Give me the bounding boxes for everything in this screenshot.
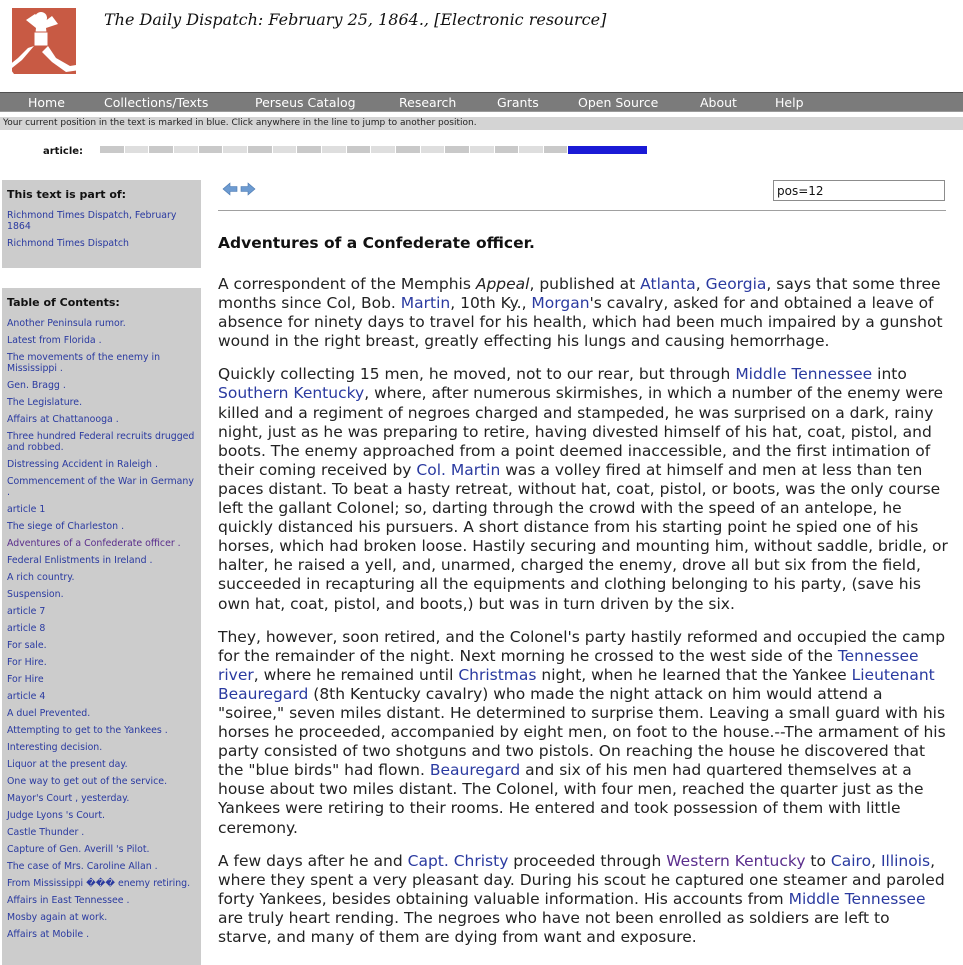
text-run: proceeded through (508, 851, 667, 870)
nav-arrows (222, 181, 256, 197)
toc-list (7, 318, 196, 940)
nav-perseus-catalog[interactable]: Perseus Catalog (255, 95, 356, 110)
entity-link[interactable]: Middle Tennessee (735, 365, 873, 384)
position-segment[interactable] (421, 146, 445, 153)
nav-collections-texts[interactable]: Collections/Texts (104, 95, 209, 110)
text-run: and six of his men had quartered themselves at a house about two miles distant. The Colonel, with four men, reached the quarter just as the Yankees were retiring to their rooms. He entered and took possession of them with little ceremony. (218, 761, 924, 837)
text-run: , (695, 275, 706, 293)
toc-item[interactable]: A rich country. (7, 572, 75, 583)
next-arrow-icon[interactable] (240, 181, 256, 197)
article-paragraph (218, 852, 948, 947)
position-segment[interactable] (470, 146, 494, 153)
position-segment[interactable] (396, 146, 420, 153)
toc-item[interactable]: Judge Lyons 's Court. (7, 810, 105, 821)
position-input[interactable] (773, 180, 945, 201)
toc-item[interactable]: Capture of Gen. Averill 's Pilot. (7, 844, 150, 855)
previous-arrow-icon[interactable] (222, 181, 238, 197)
text-run: , where, after numerous skirmishes, in which a number of the enemy were killed and a regiment of negroes charged and stampeded, he was surprised on a dark, rainy night, just as he was preparing to retire, having divested himself of his hat, coat, pistol, and boots. The enemy approached from a point deemed inaccessible, and the first intimation of their coming received by (218, 384, 944, 479)
entity-link[interactable]: Southern Kentucky (218, 384, 365, 403)
text-run: 's cavalry, asked for and obtained a leave of absence for ninety days to travel for his health, which had been much impaired by a gunshot wound in the right breast, greatly effecting his lungs and causing hemorrhage. (218, 294, 943, 351)
text-run: (8th Kentucky cavalry) who made the night attack on him would attend a "soiree," seven miles distant. He determined to surprise them. Leaving a small guard with his horses he proceeded, accompanied by eight men, on foot to the house.--The armament of his party consisted of two shotguns and two pistols. On reaching the house he discovered that the "blue birds" had flown. (218, 684, 946, 780)
position-segment[interactable] (495, 146, 519, 153)
entity-link[interactable]: Cairo (830, 851, 872, 870)
text-run: , where he remained until (253, 665, 459, 684)
nav-home[interactable]: Home (28, 95, 65, 110)
text-run: are truly heart rending. The negroes who have not been enrolled as soldiers are left to starve, and many of them are dying from want and exposure. (218, 908, 890, 946)
entity-link[interactable]: Capt. Christy (407, 851, 509, 870)
toc-item[interactable]: The siege of Charleston . (7, 521, 125, 532)
toc-item[interactable]: Gen. Bragg . (7, 380, 66, 391)
main-nav (0, 92, 963, 112)
position-segment[interactable] (322, 146, 346, 153)
nav-grants[interactable]: Grants (497, 95, 539, 110)
table-of-contents (2, 288, 201, 965)
toc-item[interactable]: For sale. (7, 640, 47, 651)
entity-link[interactable]: Georgia (705, 275, 767, 293)
toc-item[interactable]: The case of Mrs. Caroline Allan . (7, 861, 158, 872)
toc-item[interactable]: The movements of the enemy in Mississippi . (7, 352, 161, 374)
toc-item[interactable]: article 1 (7, 504, 46, 515)
toc-item[interactable]: Another Peninsula rumor. (7, 318, 126, 329)
toc-item[interactable]: Federal Enlistments in Ireland . (7, 555, 153, 566)
position-info: Your current position in the text is marked in blue. Click anywhere in the line to jump to another position. (0, 117, 963, 130)
text-run: Quickly collecting 15 men, he moved, not to our rear, but through (218, 365, 736, 384)
position-segment[interactable] (297, 146, 321, 153)
part-of-link-dispatch[interactable]: Richmond Times Dispatch (7, 238, 129, 249)
article-paragraph (218, 365, 948, 613)
toc-item[interactable]: Latest from Florida . (7, 335, 102, 346)
entity-link[interactable]: Illinois (880, 851, 931, 870)
position-segment[interactable] (519, 146, 543, 153)
article-position-label: article: (43, 146, 84, 157)
text-run: , (871, 851, 881, 870)
entity-link[interactable]: Morgan (531, 294, 590, 313)
text-run: into (872, 365, 907, 384)
entity-link[interactable]: Lieutenant Beauregard (218, 665, 935, 703)
toc-item[interactable]: Interesting decision. (7, 742, 103, 753)
position-segment[interactable] (248, 146, 272, 153)
toc-item[interactable]: A duel Prevented. (7, 708, 91, 719)
toc-item[interactable]: The Legislature. (7, 397, 83, 408)
toc-item[interactable]: Mosby again at work. (7, 912, 108, 923)
text-run: to (805, 851, 831, 870)
position-segment[interactable] (544, 146, 568, 153)
part-of-heading: This text is part of: (7, 188, 127, 201)
toc-item[interactable]: One way to get out of the service. (7, 776, 168, 787)
article-heading: Adventures of a Confederate officer. (218, 234, 535, 252)
position-segment[interactable] (100, 146, 124, 153)
text-run: , published at (529, 275, 641, 293)
part-of-link-february[interactable]: Richmond Times Dispatch, February 1864 (7, 210, 177, 232)
perseus-logo[interactable] (4, 8, 84, 80)
position-segment[interactable] (273, 146, 297, 153)
italic-text: Appeal (475, 275, 530, 293)
toc-item[interactable]: Three hundred Federal recruits drugged and robbed. (7, 431, 195, 453)
toc-item[interactable]: Affairs at Mobile . (7, 929, 90, 940)
text-run: , 10th Ky., (450, 294, 532, 313)
article-paragraph (218, 275, 948, 351)
toc-item[interactable]: Mayor's Court , yesterday. (7, 793, 130, 804)
position-segment[interactable] (149, 146, 173, 153)
position-segment[interactable] (174, 146, 198, 153)
nav-about[interactable]: About (700, 95, 737, 110)
position-segment[interactable] (199, 146, 223, 153)
entity-link[interactable]: Tennessee river (218, 646, 919, 684)
toc-item[interactable]: Adventures of a Confederate officer . (7, 538, 181, 549)
content-divider (218, 210, 946, 211)
text-run: They, however, soon retired, and the Colonel's party hastily reformed and occupied the camp for the remainder of the night. Next morning he crossed to the west side of the (218, 627, 946, 665)
entity-link[interactable]: Col. Martin (416, 460, 501, 479)
toc-item[interactable]: Commencement of the War in Germany . (7, 476, 194, 498)
toc-item[interactable]: Castle Thunder . (7, 827, 85, 838)
entity-link[interactable]: Atlanta (640, 275, 696, 293)
toc-item[interactable]: Suspension. (7, 589, 64, 600)
page-title: The Daily Dispatch: February 25, 1864., [Electronic resource] (104, 10, 607, 29)
logo-icon (4, 8, 84, 80)
position-segment[interactable] (125, 146, 149, 153)
toc-item[interactable]: From Mississippi ��� enemy retiring. (7, 878, 191, 889)
entity-link[interactable]: Middle Tennessee (788, 889, 926, 908)
position-segment[interactable] (371, 146, 395, 153)
toc-item[interactable]: Affairs in East Tennessee . (7, 895, 130, 906)
text-run: A few days after he and (218, 851, 408, 870)
article-position-bar[interactable] (100, 146, 963, 154)
position-segment[interactable] (347, 146, 371, 153)
nav-open-source[interactable]: Open Source (578, 95, 659, 110)
toc-item[interactable]: For Hire. (7, 657, 47, 668)
toc-item[interactable]: Attempting to get to the Yankees . (7, 725, 168, 736)
position-segment-current[interactable] (568, 146, 647, 154)
toc-heading: Table of Contents: (7, 296, 120, 309)
toc-item[interactable]: article 7 (7, 606, 46, 617)
toc-item[interactable]: Distressing Accident in Raleigh . (7, 459, 158, 470)
text-run: , where they spent a very pleasant day. During his scout he captured one steamer and paroled forty Yankees, besides obtaining valuable information. His accounts from (218, 851, 945, 908)
article-body (218, 275, 948, 961)
nav-research[interactable]: Research (399, 95, 457, 110)
position-segment[interactable] (223, 146, 247, 153)
nav-help[interactable]: Help (775, 95, 804, 110)
toc-item[interactable]: For Hire (7, 674, 44, 685)
toc-item[interactable]: Liquor at the present day. (7, 759, 128, 770)
part-of-box (2, 180, 201, 268)
text-run: was a volley fired at himself and men at less than ten paces distant. To beat a hasty retreat, without hat, coat, pistol, or boots, was the only course left the gallant Colonel; so, darting through the crowd with the speed of an antelope, he quickly distanced his pursuers. A short distance from his starting point he spied one of his horses, which had broken loose. Hastily securing and mounting him, without saddle, bridle, or halter, he raised a yell, and, unarmed, charged the enemy, drove all but six from the field, succeeded in recapturing all the equipments and clothing belonging to his party, (save his own hat, coat, pistol, and boots,) but was in turn driven by the six. (218, 460, 948, 613)
page-header (0, 0, 963, 92)
entity-link[interactable]: Western Kentucky (666, 851, 806, 870)
toc-item[interactable]: article 8 (7, 623, 46, 634)
text-run: A correspondent of the Memphis (218, 275, 476, 293)
entity-link[interactable]: Martin (400, 294, 451, 313)
entity-link[interactable]: Christmas (458, 665, 537, 684)
toc-item[interactable]: article 4 (7, 691, 46, 702)
position-segment[interactable] (445, 146, 469, 153)
text-run: night, when he learned that the Yankee (536, 665, 852, 684)
article-paragraph (218, 628, 948, 838)
entity-link[interactable]: Beauregard (429, 761, 521, 780)
text-run: , says that some three months since Col, Bob. (218, 275, 941, 313)
toc-item[interactable]: Affairs at Chattanooga . (7, 414, 119, 425)
